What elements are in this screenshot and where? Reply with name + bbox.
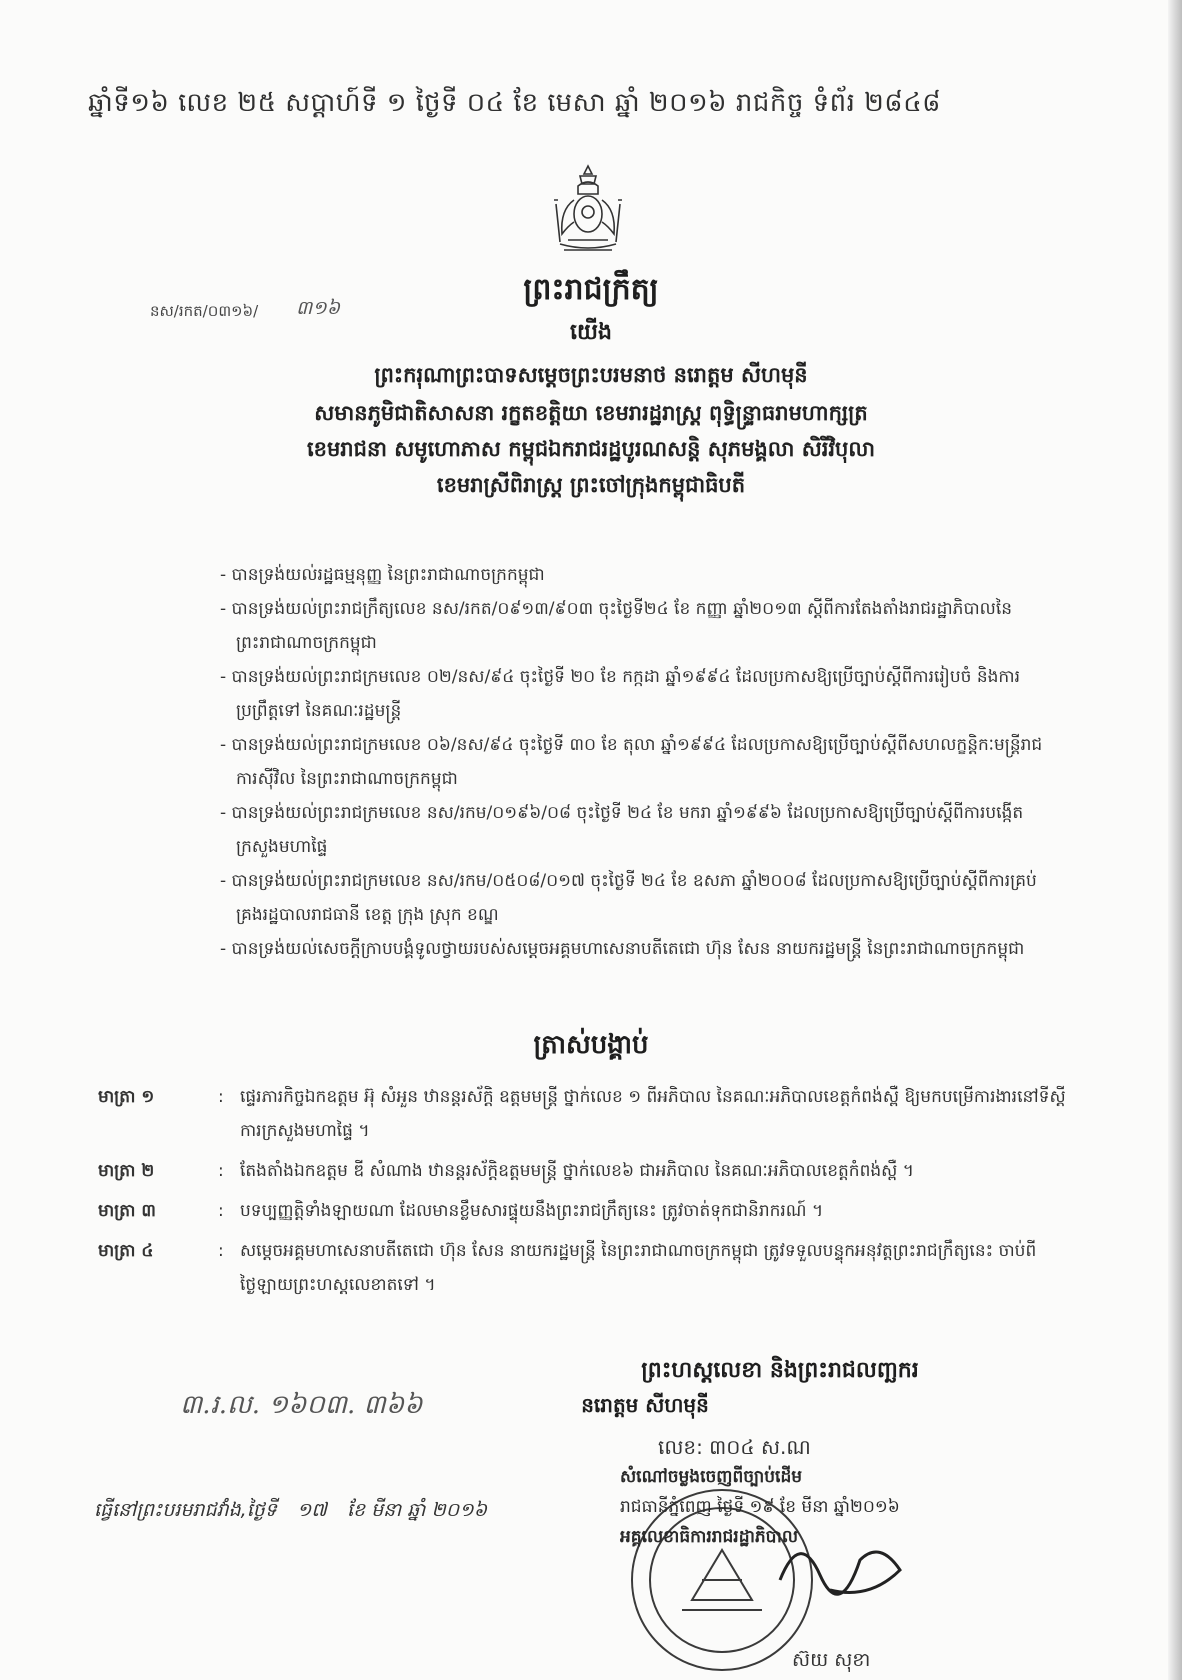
recital-item: - បានទ្រង់យល់ព្រះរាជក្រមលេខ នស/រកម/០១៩៦/០៨ ចុះថ្ងៃទី ២៤ ខែ មករា ឆ្នាំ១៩៩៦ ដែលប្រកាសឱ្យប្រើច្បាប់ស្តីពីការបង្កើតក្រសួងមហាផ្ទៃ: [220, 803, 1024, 857]
article-colon: :: [218, 1201, 224, 1221]
king-title-line: ខេមរាជនា សមូហោភាស កម្ពុជឯករាជរដ្ឋបូរណសន្តិ សុភមង្គលា សិរីវិបុលា: [306, 437, 876, 461]
place-suffix: ខែ មីនា ឆ្នាំ ២០១៦: [346, 1499, 488, 1521]
articles-list: [98, 1080, 1078, 1308]
reference-handwritten: ៣១៦: [296, 297, 341, 319]
article-text: តែងតាំងឯកឧត្តម ឌី សំណាង ឋានន្តរស័ក្តិឧត្តមមន្ត្រី ថ្នាក់លេខ៦ ជាអភិបាល នៃគណៈអភិបាលខេត្តកំពង់ស្ពឺ ។: [240, 1161, 914, 1181]
article-label: មាត្រា ២: [98, 1161, 155, 1181]
article-item: [98, 1194, 1078, 1228]
king-title-line: សមានភូមិជាតិសាសនា រក្ខតខត្តិយា ខេមរារដ្ឋរាស្ត្រ ពុទ្ធិន្ទ្រាធរាមហាក្សត្រ: [314, 401, 868, 425]
decides-heading: ត្រាស់បង្គាប់: [533, 1030, 649, 1060]
royal-emblem-icon: [538, 160, 638, 260]
article-text: បទប្បញ្ញត្តិទាំងឡាយណា ដែលមានខ្លឹមសារផ្ទុយនឹងព្រះរាជក្រឹត្យនេះ ត្រូវចាត់ទុកជានិរាករណ៍ ។: [240, 1201, 824, 1221]
decree-title: ព្រះរាជក្រឹត្យ: [523, 272, 659, 307]
signatory-name: នរោត្តម សីហមុនី: [581, 1393, 709, 1417]
recital-item: - បានទ្រង់យល់រដ្ឋធម្មនុញ្ញ នៃព្រះរាជាណាចក្រកម្ពុជា: [220, 565, 545, 585]
king-title-line: ព្រះករុណាព្រះបាទសម្តេចព្រះបរមនាថ នរោត្តម សីហមុនី: [374, 363, 808, 387]
recitals-list: [220, 558, 1060, 966]
article-label: មាត្រា ១: [98, 1087, 155, 1107]
place-and-date: [94, 1498, 501, 1526]
certification-block: [620, 1462, 1040, 1552]
recital-item: - បានទ្រង់យល់ព្រះរាជក្រឹត្យលេខ នស/រកត/០៩១៣/៩០៣ ចុះថ្ងៃទី២៤ ខែ កញ្ញា ឆ្នាំ២០១៣ ស្តីពីការតែងតាំងរាជរដ្ឋាភិបាលនៃព្រះរាជាណាចក្រកម្ពុជា: [220, 599, 1013, 653]
certification-line: សំណៅចម្លងចេញពីច្បាប់ដើម: [620, 1467, 803, 1487]
article-colon: :: [218, 1161, 224, 1181]
article-text: ផ្ទេរភារកិច្ចឯកឧត្តម អ៊ុ សំអួន ឋានន្តរស័ក្តិ ឧត្តមមន្ត្រី ថ្នាក់លេខ ១ ពីអភិបាល នៃគណៈអភិបាលខេត្តកំពង់ស្ពឺ ឱ្យមកបម្រើការងារនៅទីស្តីការក្រសួងមហាផ្ទៃ ។: [240, 1087, 1066, 1141]
handwritten-date: ៣.រ.ល. ១៦០៣. ៣៦៦: [180, 1390, 423, 1420]
article-colon: :: [218, 1241, 224, 1261]
article-item: [98, 1080, 1078, 1148]
certifier-name: ស៊យ សុខា: [792, 1649, 871, 1671]
article-label: មាត្រា ៣: [98, 1201, 156, 1221]
decree-subtitle: យើង: [570, 320, 612, 345]
signature-title: ព្រះហស្តលេខា និងព្រះរាជលញ្ឆករ: [641, 1358, 919, 1383]
recital-item: - បានទ្រង់យល់ព្រះរាជក្រមលេខ នស/រកម/០៥០៨/០១៧ ចុះថ្ងៃទី ២៤ ខែ ឧសភា ឆ្នាំ២០០៨ ដែលប្រកាសឱ្យប្រើច្បាប់ស្តីពីការគ្រប់គ្រងរដ្ឋបាលរាជធានី ខេត្ត ក្រុង ស្រុក ខណ្ឌ: [220, 871, 1037, 925]
certification-line: អគ្គលេខាធិការរាជរដ្ឋាភិបាល: [620, 1527, 799, 1547]
place-day: ១៧: [296, 1499, 327, 1521]
article-text: សម្តេចអគ្គមហាសេនាបតីតេជោ ហ៊ុន សែន នាយករដ្ឋមន្ត្រី នៃព្រះរាជាណាចក្រកម្ពុជា ត្រូវទទួលបន្ទុកអនុវត្តព្រះរាជក្រឹត្យនេះ ចាប់ពីថ្ងៃឡាយព្រះហស្តលេខាតទៅ ។: [240, 1241, 1037, 1295]
article-item: [98, 1234, 1078, 1302]
place-prefix: ធ្វើនៅព្រះបរមរាជវាំង,ថ្ងៃទី: [94, 1499, 277, 1521]
scan-edge-shadow: [1168, 0, 1182, 1680]
article-colon: :: [218, 1087, 224, 1107]
article-label: មាត្រា ៤: [98, 1241, 154, 1261]
king-title-line: ខេមរាស្រីពិរាស្ត្រ ព្រះចៅក្រុងកម្ពុជាធិបតី: [436, 473, 746, 497]
recital-item: - បានទ្រង់យល់ព្រះរាជក្រមលេខ ០៦/នស/៩៤ ចុះថ្ងៃទី ៣០ ខែ តុលា ឆ្នាំ១៩៩៤ ដែលប្រកាសឱ្យប្រើច្បាប់ស្តីពីសហលក្ខន្តិកៈមន្ត្រីរាជការស៊ីវិល នៃព្រះរាជាណាចក្រកម្ពុជា: [220, 735, 1043, 789]
gazette-header: ឆ្នាំទី១៦ លេខ ២៥ សប្តាហ៍ទី ១ ថ្ងៃទី ០៤ ខែ មេសា ឆ្នាំ ២០១៦ រាជកិច្ច ទំព័រ ២៨៤៨: [88, 88, 942, 118]
recital-item: - បានទ្រង់យល់សេចក្តីក្រាបបង្គំទូលថ្វាយរបស់សម្តេចអគ្គមហាសេនាបតីតេជោ ហ៊ុន សែន នាយករដ្ឋមន្ត្រី នៃព្រះរាជាណាចក្រកម្ពុជា: [220, 939, 1025, 959]
recital-item: - បានទ្រង់យល់ព្រះរាជក្រមលេខ ០២/នស/៩៤ ចុះថ្ងៃទី ២០ ខែ កក្កដា ឆ្នាំ១៩៩៤ ដែលប្រកាសឱ្យប្រើច្បាប់ស្តីពីការរៀបចំ និងការប្រព្រឹត្តទៅ នៃគណៈរដ្ឋមន្ត្រី: [220, 667, 1021, 721]
article-item: [98, 1154, 1078, 1188]
certification-number: លេខ: ៣០៤ ស.ណ: [658, 1435, 811, 1459]
reference-number: នស/រកត/០៣១៦/: [150, 302, 259, 320]
certification-line: រាជធានីភ្នំពេញ ថ្ងៃទី ១៩ ខែ មីនា ឆ្នាំ២០១៦: [620, 1497, 900, 1517]
